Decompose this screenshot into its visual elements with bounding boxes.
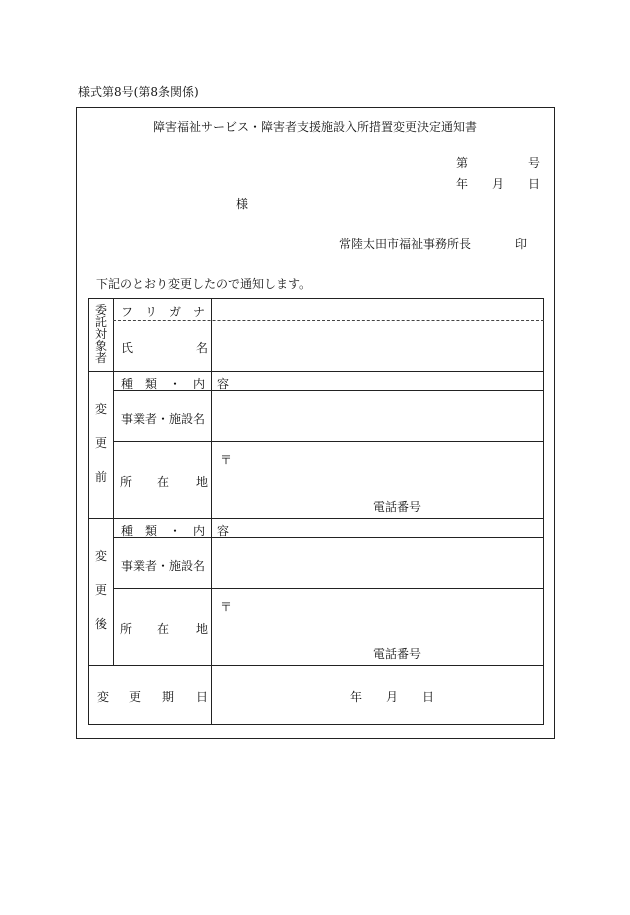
date-month: 月	[492, 177, 505, 191]
furigana-label: フ リ ガ ナ	[121, 305, 206, 319]
name-label-first: 氏	[121, 341, 134, 355]
change-date-label-1: 変	[97, 690, 110, 704]
after-kind-label: 種 類 ・ 内 容	[121, 524, 230, 538]
change-date-year: 年	[350, 690, 363, 704]
subject-header: 委 託 対 象 者	[94, 303, 107, 365]
document-title: 障害福祉サービス・障害者支援施設入所措置変更決定通知書	[152, 120, 477, 134]
number-go: 号	[528, 156, 541, 170]
after-facility-label: 事業者・施設名	[121, 559, 206, 573]
before-section-divider	[89, 518, 544, 519]
change-date-month: 月	[386, 690, 399, 704]
before-address-label-3: 地	[196, 475, 209, 489]
after-header: 変 更 後	[94, 549, 107, 631]
subject-section-divider	[89, 371, 544, 372]
before-kind-label: 種 類 ・ 内 容	[121, 377, 230, 391]
after-facility-divider	[113, 588, 544, 589]
date-year: 年	[456, 177, 469, 191]
after-section-divider	[89, 665, 544, 666]
before-postal-mark: 〒	[220, 453, 233, 467]
before-facility-label: 事業者・施設名	[121, 412, 206, 426]
form-number-label: 様式第8号(第8条関係)	[78, 85, 199, 99]
number-dai: 第	[456, 156, 469, 170]
before-header: 変 更 前	[94, 402, 107, 484]
before-address-label-2: 在	[157, 475, 170, 489]
before-address-label-1: 所	[120, 475, 133, 489]
after-phone-label: 電話番号	[373, 647, 422, 661]
after-postal-mark: 〒	[220, 600, 233, 614]
change-date-day: 日	[422, 690, 435, 704]
label-column-divider	[211, 299, 212, 725]
date-day: 日	[528, 177, 541, 191]
after-address-label-1: 所	[120, 622, 133, 636]
intro-text: 下記のとおり変更したので通知します。	[96, 277, 312, 291]
change-date-label-2: 更	[129, 690, 142, 704]
after-address-label-3: 地	[196, 622, 209, 636]
change-date-label-3: 期	[162, 690, 175, 704]
before-facility-divider	[113, 441, 544, 442]
recipient-suffix: 様	[236, 197, 249, 211]
furigana-divider	[113, 320, 544, 321]
name-label-second: 名	[196, 341, 209, 355]
change-date-label-4: 日	[196, 690, 209, 704]
before-phone-label: 電話番号	[373, 500, 422, 514]
issuer-name: 常陸太田市福祉事務所長	[339, 237, 472, 251]
seal-mark: 印	[515, 237, 528, 251]
header-column-divider	[113, 299, 114, 665]
after-address-label-2: 在	[157, 622, 170, 636]
details-table	[88, 298, 544, 725]
